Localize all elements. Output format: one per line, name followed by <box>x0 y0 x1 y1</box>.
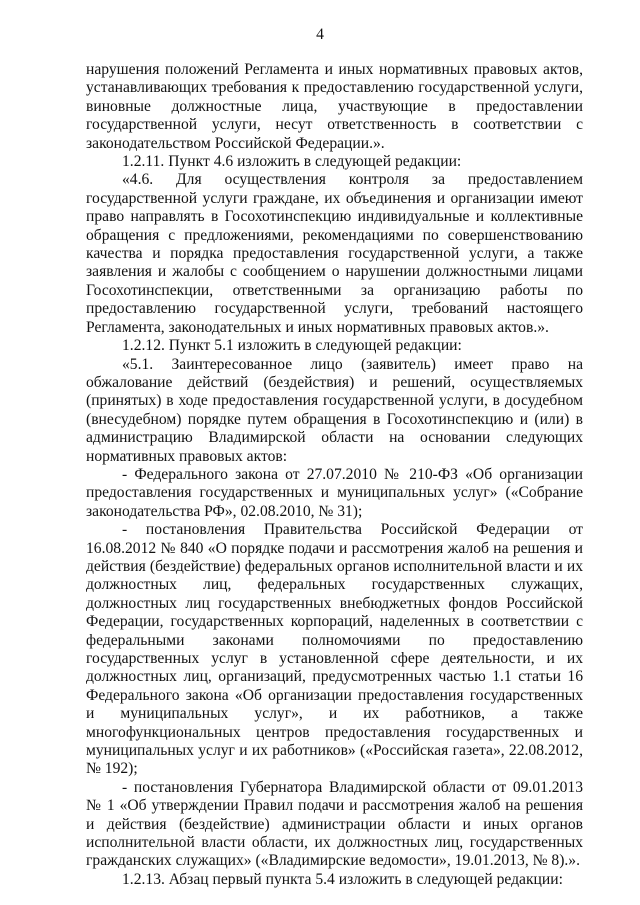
paragraph-amendment-1-2-12: 1.2.12. Пункт 5.1 изложить в следующей редакции: <box>122 337 462 355</box>
paragraph-amendment-1-2-13: 1.2.13. Абзац первый пункта 5.4 изложить в следующей редакции: <box>122 870 563 888</box>
list-item-government-resolution-840: - постановления Правительства Российской Федерации от 16.08.2012 № 840 «О порядке подачи и рассмотрения жалоб на решения и действия (бездействие) федеральных органов исполнительной власти и их должностных лиц, федеральных государственных служащих, должностных лиц государственных внебюджетных фондов Российской Федерации, государственных корпораций, наделенных в соответствии с федеральными законами полномочиями по предоставлению государственных услуг в установленной сфере деятельности, и их должностных лиц, организаций, предусмотренных частью 1.1 статьи 16 Федерального закона «Об организации предоставления государственных и муниципальных услуг», и их работников, а также многофункциональных центров предоставления государственных и муниципальных услуг и их работников» («Российская газета», 22.08.2012, № 192); <box>86 521 583 778</box>
document-body <box>86 61 583 889</box>
list-item-governor-resolution-1: - постановления Губернатора Владимирской области от 09.01.2013 № 1 «Об утверждении Правил подачи и рассмотрения жалоб на решения и действия (бездействие) администрации области и иных органов исполнительной власти области, их должностных лиц, государственных гражданских служащих» («Владимирские ведомости», 19.01.2013, № 8).». <box>86 778 583 870</box>
page-number: 4 <box>316 26 324 43</box>
paragraph-amendment-1-2-11: 1.2.11. Пункт 4.6 изложить в следующей редакции: <box>122 153 462 171</box>
paragraph-point-4-6: «4.6. Для осуществления контроля за предоставлением государственной услуги граждане, их объединения и организации имеют право направлять в Госохотинспекцию индивидуальные и коллективные обращения с предложениями, рекомендациями по совершенствованию качества и порядка предоставления государственной услуги, а также заявления и жалобы с сообщением о нарушении должностными лицами Госохотинспекции, ответственными за организацию работы по предоставлению государственной услуги, требований настоящего Регламента, законодательных и иных нормативных правовых актов.». <box>86 171 583 336</box>
list-item-federal-law-210: - Федерального закона от 27.07.2010 № 210-ФЗ «Об организации предоставления государственных и муниципальных услуг» («Собрание законодательства РФ», 02.08.2010, № 31); <box>86 465 583 520</box>
paragraph-point-5-1: «5.1. Заинтересованное лицо (заявитель) имеет право на обжалование действий (бездействия) и решений, осуществляемых (принятых) в ходе предоставления государственной услуги, в досудебном (внесудебном) порядке путем обращения в Госохотинспекцию и (или) в администрацию Владимирской области на основании следующих нормативных правовых актов: <box>86 355 583 465</box>
paragraph-liability-clause: нарушения положений Регламента и иных нормативных правовых актов, устанавливающих требования к предоставлению государственной услуги, виновные должностные лица, участвующие в предоставлении государственной услуги, несут ответственность в соответствии с законодательством Российской Федерации.». <box>86 61 583 152</box>
